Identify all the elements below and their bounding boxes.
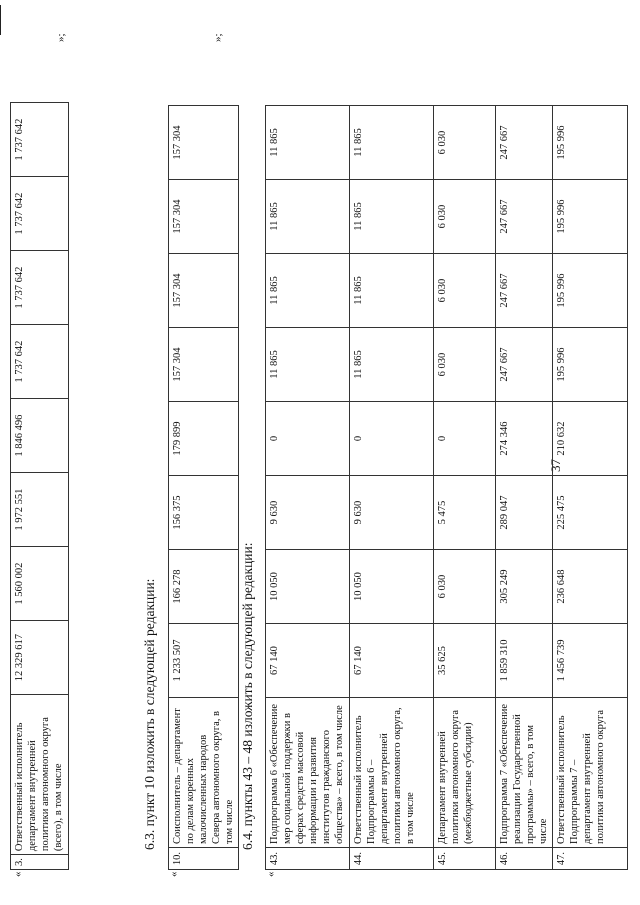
value-cell: 236 648: [553, 550, 628, 624]
value-cell: 67 140: [266, 624, 350, 698]
value-cell: 11 865: [266, 180, 350, 254]
table-row-3: [10, 102, 69, 870]
value-cell: 1 737 642: [11, 103, 69, 177]
value-cell: 1 737 642: [11, 325, 69, 399]
row-number-cell: 44.: [350, 848, 434, 870]
row-label-cell: Ответственный исполнитель Подпрограммы 7 – департамент внутренней политики автономного округа: [553, 698, 628, 848]
value-cell: 6 030: [434, 550, 496, 624]
value-cell: 11 865: [266, 106, 350, 180]
value-cell: 247 667: [496, 106, 553, 180]
value-cell: 289 047: [496, 476, 553, 550]
value-cell: 1 737 642: [11, 251, 69, 325]
row-number-cell: 45.: [434, 848, 496, 870]
value-cell: 10 050: [266, 550, 350, 624]
value-cell: 11 865: [350, 106, 434, 180]
value-cell: 0: [350, 402, 434, 476]
value-cell: 157 304: [169, 180, 239, 254]
value-cell: 11 865: [350, 180, 434, 254]
table-row-10: [168, 105, 239, 870]
value-cell: 5 475: [434, 476, 496, 550]
value-cell: 247 667: [496, 254, 553, 328]
value-cell: 1 846 496: [11, 399, 69, 473]
value-cell: 274 346: [496, 402, 553, 476]
row-label-cell: Ответственный исполнитель департамент внутренней политики автономного округа (всего), в том числе: [11, 695, 69, 855]
value-cell: 11 865: [266, 328, 350, 402]
value-cell: 9 630: [350, 476, 434, 550]
value-cell: 6 030: [434, 180, 496, 254]
section-heading-6-3: 6.3. пункт 10 изложить в следующей редакции:: [142, 578, 157, 850]
value-cell: 166 278: [169, 550, 239, 624]
value-cell: 247 667: [496, 328, 553, 402]
value-cell: 195 996: [553, 328, 628, 402]
value-cell: 1 859 310: [496, 624, 553, 698]
row-label-cell: Подпрограмма 6 «Обеспечение мер социальной поддержки в сферах средств массовой информации и развития институтов гражданского общества» – всего, в том числе: [266, 698, 350, 848]
value-cell: 195 996: [553, 106, 628, 180]
value-cell: 225 475: [553, 476, 628, 550]
value-cell: 179 899: [169, 402, 239, 476]
value-cell: 210 632: [553, 402, 628, 476]
value-cell: 157 304: [169, 328, 239, 402]
value-cell: 1 560 002: [11, 547, 69, 621]
table3-open-quote: «: [265, 871, 277, 877]
value-cell: 1 233 507: [169, 624, 239, 698]
value-cell: 6 030: [434, 328, 496, 402]
value-cell: 9 630: [266, 476, 350, 550]
table-row: [266, 106, 350, 870]
value-cell: 0: [266, 402, 350, 476]
value-cell: 11 865: [350, 328, 434, 402]
table-row: [553, 106, 628, 870]
section-heading-6-4: 6.4. пункты 43 – 48 изложить в следующей редакции:: [240, 542, 255, 850]
value-cell: 1 456 739: [553, 624, 628, 698]
value-cell: 195 996: [553, 254, 628, 328]
top-rule: [0, 5, 1, 35]
value-cell: 67 140: [350, 624, 434, 698]
table2-open-quote: «: [168, 871, 180, 877]
row-number-cell: 3.: [11, 855, 69, 870]
value-cell: 12 329 617: [11, 621, 69, 695]
value-cell: 6 030: [434, 106, 496, 180]
value-cell: 6 030: [434, 254, 496, 328]
value-cell: 0: [434, 402, 496, 476]
value-cell: 35 625: [434, 624, 496, 698]
value-cell: 11 865: [350, 254, 434, 328]
table2-close-quote: »;: [212, 33, 224, 42]
value-cell: 156 375: [169, 476, 239, 550]
value-cell: 195 996: [553, 180, 628, 254]
table1-open-quote: «: [12, 871, 24, 877]
value-cell: 11 865: [266, 254, 350, 328]
table-rows-43-47: [265, 105, 628, 870]
value-cell: 157 304: [169, 106, 239, 180]
row-number-cell: 46.: [496, 848, 553, 870]
row-number-cell: 47.: [553, 848, 628, 870]
page-number: 37: [548, 459, 563, 472]
row-label-cell: Департамент внутренней политики автономного округа (межбюджетные субсидии): [434, 698, 496, 848]
value-cell: 1 737 642: [11, 177, 69, 251]
value-cell: 305 249: [496, 550, 553, 624]
value-cell: 1 972 551: [11, 473, 69, 547]
row-label-cell: Ответственный исполнитель Подпрограммы 6 – департамент внутренней политики автономного округа, в том числе: [350, 698, 434, 848]
row-number-cell: 10.: [169, 848, 239, 870]
value-cell: 247 667: [496, 180, 553, 254]
row-label-cell: Соисполнитель – департамент по делам коренных малочисленных народов Севера автономного округа, в том числе: [169, 698, 239, 848]
table-row: [169, 106, 239, 870]
table-row: [350, 106, 434, 870]
row-number-cell: 43.: [266, 848, 350, 870]
table-row: [11, 103, 69, 870]
value-cell: 10 050: [350, 550, 434, 624]
table-row: [434, 106, 496, 870]
table1-close-quote: »;: [55, 33, 67, 42]
table-row: [496, 106, 553, 870]
value-cell: 157 304: [169, 254, 239, 328]
row-label-cell: Подпрограмма 7 «Обеспечение реализации Государственной программы» – всего, в том числе: [496, 698, 553, 848]
